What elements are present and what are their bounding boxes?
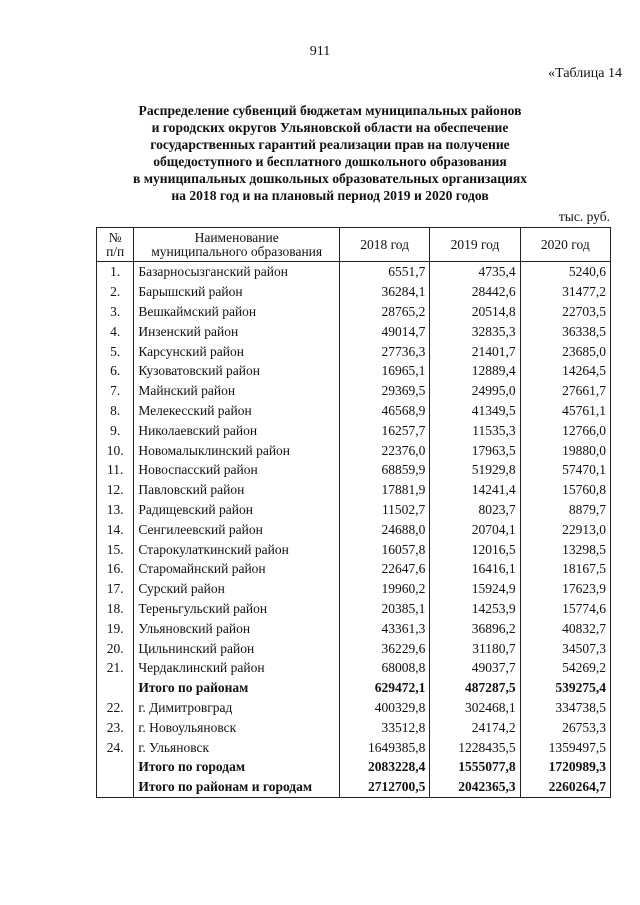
row-2019-cell: 14253,9 [430,599,520,619]
row-number-cell [97,777,134,797]
header-2019: 2019 год [430,228,520,262]
row-name-cell: Итого по районам и городам [134,777,340,797]
row-2018-cell: 36284,1 [339,282,429,302]
row-2019-cell: 51929,8 [430,460,520,480]
row-name-cell: Ульяновский район [134,618,340,638]
table-row [97,282,611,302]
row-2020-cell: 18167,5 [520,559,610,579]
row-2020-cell: 22913,0 [520,519,610,539]
row-2018-cell: 36229,6 [339,638,429,658]
row-number-cell: 24. [97,737,134,757]
table-row [97,618,611,638]
subventions-table [96,227,611,798]
row-2019-cell: 12889,4 [430,361,520,381]
table-row [97,737,611,757]
row-2020-cell: 539275,4 [520,678,610,698]
row-2019-cell: 24995,0 [430,381,520,401]
row-2018-cell: 22647,6 [339,559,429,579]
row-number-cell: 8. [97,401,134,421]
row-number-cell: 15. [97,539,134,559]
row-name-cell: Радищевский район [134,500,340,520]
row-name-cell: Сурский район [134,579,340,599]
row-2019-cell: 41349,5 [430,401,520,421]
row-2018-cell: 27736,3 [339,341,429,361]
table-row [97,401,611,421]
row-2018-cell: 22376,0 [339,440,429,460]
table-row [97,559,611,579]
row-2018-cell: 29369,5 [339,381,429,401]
row-name-cell: Базарносызганский район [134,262,340,282]
row-2019-cell: 32835,3 [430,321,520,341]
row-number-cell: 12. [97,480,134,500]
row-2020-cell: 14264,5 [520,361,610,381]
row-2020-cell: 36338,5 [520,321,610,341]
row-2019-cell: 1228435,5 [430,737,520,757]
row-2019-cell: 8023,7 [430,500,520,520]
row-2020-cell: 2260264,7 [520,777,610,797]
table-total-row [97,777,611,797]
table-row [97,420,611,440]
row-name-cell: Вешкаймский район [134,302,340,322]
row-2018-cell: 11502,7 [339,500,429,520]
row-2020-cell: 54269,2 [520,658,610,678]
row-number-cell: 2. [97,282,134,302]
row-name-cell: Николаевский район [134,420,340,440]
row-name-cell: Карсунский район [134,341,340,361]
row-2019-cell: 487287,5 [430,678,520,698]
row-2020-cell: 12766,0 [520,420,610,440]
row-number-cell: 21. [97,658,134,678]
row-2020-cell: 31477,2 [520,282,610,302]
table-row [97,361,611,381]
row-2018-cell: 1649385,8 [339,737,429,757]
table-label: «Таблица 14 [548,66,622,81]
table-row [97,341,611,361]
row-2020-cell: 22703,5 [520,302,610,322]
title-line: государственных гарантий реализации прав на получение [150,137,510,152]
row-2019-cell: 21401,7 [430,341,520,361]
header-name-line2: муниципального образования [151,243,323,259]
table-row [97,381,611,401]
row-2019-cell: 15924,9 [430,579,520,599]
header-name-line1: Наименование [194,229,279,245]
row-2020-cell: 27661,7 [520,381,610,401]
row-2020-cell: 5240,6 [520,262,610,282]
row-name-cell: Цильнинский район [134,638,340,658]
row-2018-cell: 16057,8 [339,539,429,559]
title-line: и городских округов Ульяновской области на обеспечение [151,120,509,135]
row-2018-cell: 16257,7 [339,420,429,440]
row-number-cell: 6. [97,361,134,381]
row-name-cell: Чердаклинский район [134,658,340,678]
row-2019-cell: 12016,5 [430,539,520,559]
row-2019-cell: 17963,5 [430,440,520,460]
row-2018-cell: 49014,7 [339,321,429,341]
row-2019-cell: 2042365,3 [430,777,520,797]
row-2020-cell: 23685,0 [520,341,610,361]
row-2018-cell: 68008,8 [339,658,429,678]
header-2020: 2020 год [520,228,610,262]
document-title [60,102,600,204]
row-2020-cell: 15774,6 [520,599,610,619]
row-name-cell: Итого по городам [134,757,340,777]
row-2019-cell: 20704,1 [430,519,520,539]
row-2019-cell: 16416,1 [430,559,520,579]
table-total-row [97,678,611,698]
row-2018-cell: 19960,2 [339,579,429,599]
row-2020-cell: 34507,3 [520,638,610,658]
row-number-cell: 3. [97,302,134,322]
row-2020-cell: 57470,1 [520,460,610,480]
row-2018-cell: 16965,1 [339,361,429,381]
row-2018-cell: 629472,1 [339,678,429,698]
table-row [97,539,611,559]
row-2019-cell: 14241,4 [430,480,520,500]
row-number-cell [97,757,134,777]
row-2019-cell: 36896,2 [430,618,520,638]
row-2019-cell: 1555077,8 [430,757,520,777]
table-row [97,599,611,619]
row-number-cell [97,678,134,698]
table-row [97,638,611,658]
row-2019-cell: 49037,7 [430,658,520,678]
header-name [134,228,340,262]
header-number-line2: п/п [106,243,125,259]
row-number-cell: 14. [97,519,134,539]
row-2018-cell: 17881,9 [339,480,429,500]
table-row [97,262,611,282]
row-2020-cell: 17623,9 [520,579,610,599]
row-2018-cell: 46568,9 [339,401,429,421]
header-number-line1: № [108,229,122,245]
title-line: общедоступного и бесплатного дошкольного образования [153,154,507,169]
title-line: в муниципальных дошкольных образовательных организациях [132,171,528,186]
row-2019-cell: 302468,1 [430,698,520,718]
row-number-cell: 16. [97,559,134,579]
table-row [97,440,611,460]
row-name-cell: Новоспасский район [134,460,340,480]
row-name-cell: Павловский район [134,480,340,500]
table-row [97,658,611,678]
table-row [97,460,611,480]
row-2020-cell: 45761,1 [520,401,610,421]
row-name-cell: Старомайнский район [134,559,340,579]
header-number [97,228,134,262]
row-name-cell: Сенгилеевский район [134,519,340,539]
table-row [97,480,611,500]
row-name-cell: Тереньгульский район [134,599,340,619]
row-2019-cell: 31180,7 [430,638,520,658]
row-number-cell: 10. [97,440,134,460]
row-number-cell: 11. [97,460,134,480]
row-2020-cell: 15760,8 [520,480,610,500]
units-label: тыс. руб. [558,209,610,224]
row-number-cell: 9. [97,420,134,440]
row-2020-cell: 19880,0 [520,440,610,460]
table-row [97,500,611,520]
row-2019-cell: 11535,3 [430,420,520,440]
row-number-cell: 13. [97,500,134,520]
row-2018-cell: 6551,7 [339,262,429,282]
header-2018: 2018 год [339,228,429,262]
row-2018-cell: 20385,1 [339,599,429,619]
table-row [97,321,611,341]
table-row [97,302,611,322]
row-name-cell: Инзенский район [134,321,340,341]
row-2018-cell: 68859,9 [339,460,429,480]
row-name-cell: Итого по районам [134,678,340,698]
row-2020-cell: 13298,5 [520,539,610,559]
row-name-cell: Барышский район [134,282,340,302]
row-2018-cell: 400329,8 [339,698,429,718]
row-number-cell: 7. [97,381,134,401]
row-2019-cell: 28442,6 [430,282,520,302]
table-row [97,579,611,599]
row-2019-cell: 24174,2 [430,717,520,737]
row-number-cell: 20. [97,638,134,658]
title-line: Распределение субвенций бюджетам муниципальных районов [138,103,522,118]
row-number-cell: 4. [97,321,134,341]
row-name-cell: Старокулаткинский район [134,539,340,559]
row-name-cell: Майнский район [134,381,340,401]
row-2020-cell: 334738,5 [520,698,610,718]
table-body [97,262,611,798]
row-2018-cell: 33512,8 [339,717,429,737]
row-number-cell: 5. [97,341,134,361]
row-2020-cell: 8879,7 [520,500,610,520]
row-2019-cell: 4735,4 [430,262,520,282]
title-line: на 2018 год и на плановый период 2019 и 2020 годов [171,188,489,203]
row-2020-cell: 1359497,5 [520,737,610,757]
row-name-cell: г. Ульяновск [134,737,340,757]
row-2020-cell: 26753,3 [520,717,610,737]
row-2018-cell: 28765,2 [339,302,429,322]
table-header-row [97,228,611,262]
row-number-cell: 17. [97,579,134,599]
row-2018-cell: 2712700,5 [339,777,429,797]
table-row [97,717,611,737]
row-2018-cell: 43361,3 [339,618,429,638]
row-number-cell: 19. [97,618,134,638]
row-name-cell: Новомалыклинский район [134,440,340,460]
table-row [97,698,611,718]
table-row [97,519,611,539]
table-total-row [97,757,611,777]
row-2018-cell: 2083228,4 [339,757,429,777]
row-2020-cell: 40832,7 [520,618,610,638]
row-2020-cell: 1720989,3 [520,757,610,777]
row-name-cell: г. Димитровград [134,698,340,718]
row-number-cell: 22. [97,698,134,718]
row-2019-cell: 20514,8 [430,302,520,322]
row-name-cell: г. Новоульяновск [134,717,340,737]
row-number-cell: 23. [97,717,134,737]
row-number-cell: 18. [97,599,134,619]
row-2018-cell: 24688,0 [339,519,429,539]
row-number-cell: 1. [97,262,134,282]
row-name-cell: Кузоватовский район [134,361,340,381]
row-name-cell: Мелекесский район [134,401,340,421]
page-number: 911 [309,44,331,59]
